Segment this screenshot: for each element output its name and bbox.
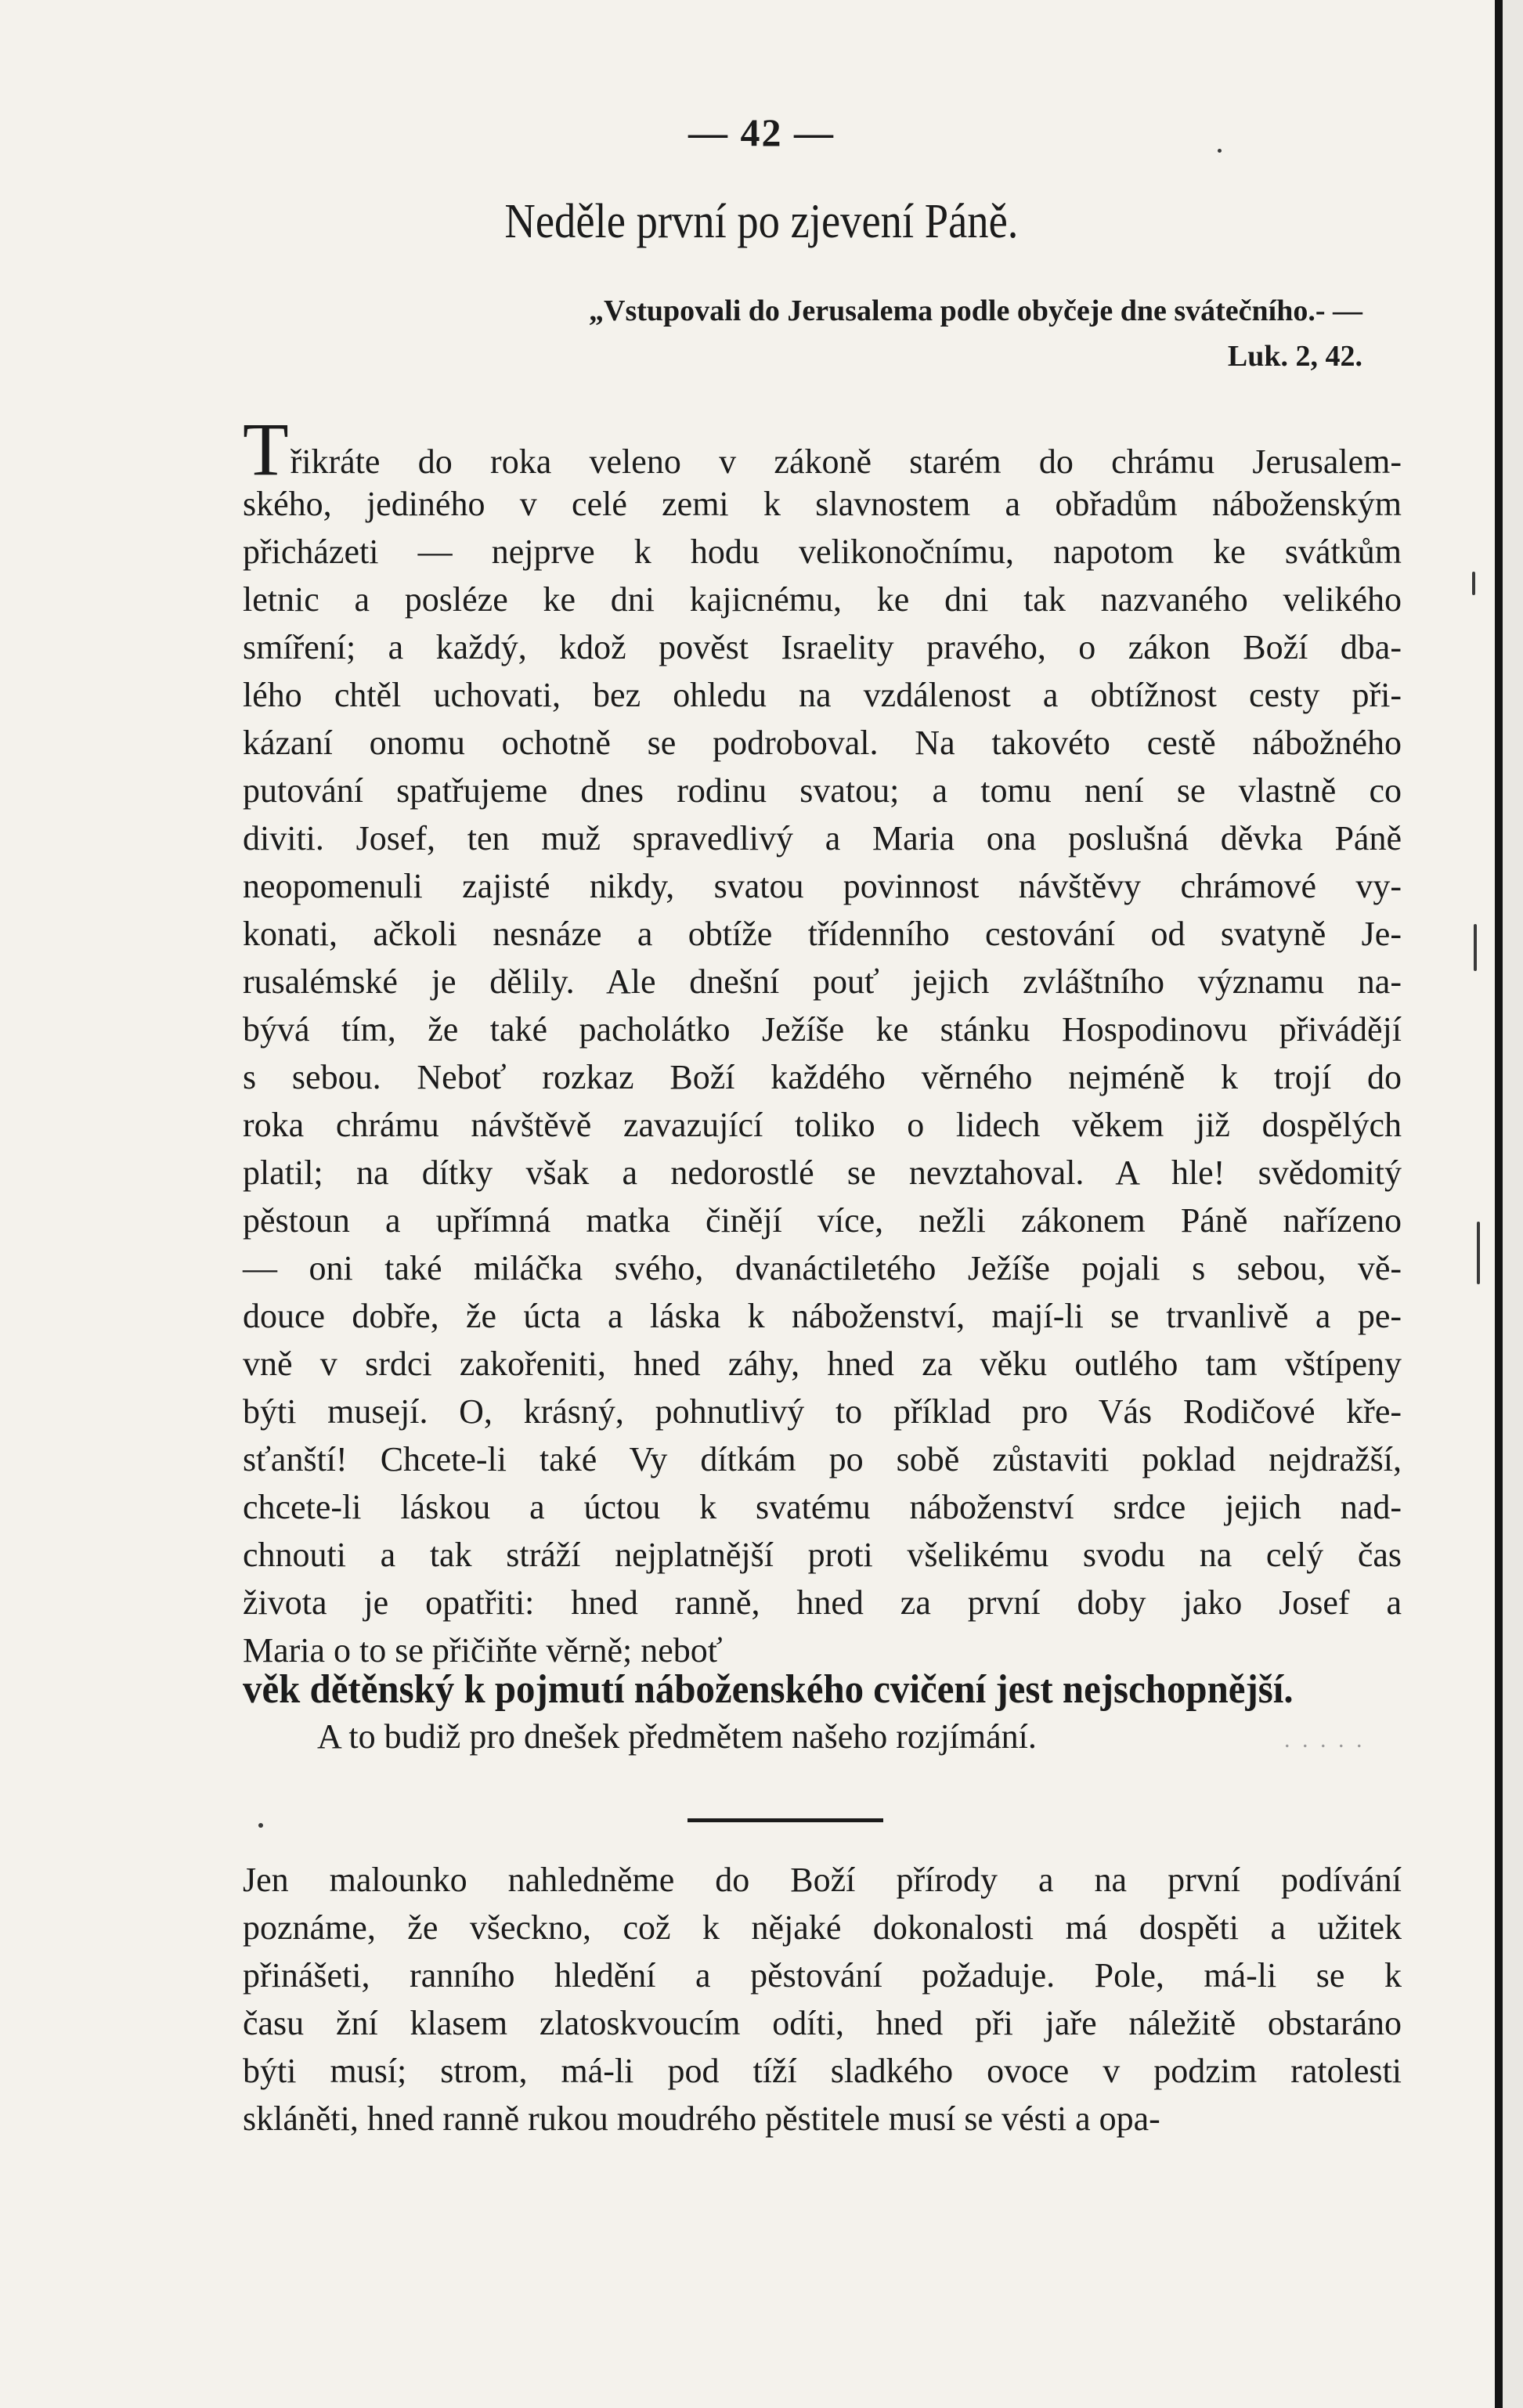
drop-cap: T (243, 407, 289, 491)
text-line: přinášeti, ranního hledění a pěstování požaduje. Pole, má-li se k (243, 1956, 1402, 1995)
paper-speck (258, 1823, 263, 1828)
text-line: konati, ačkoli nesnáze a obtíže třídenního cestování od svatyně Je- (243, 915, 1402, 953)
text-line: s sebou. Neboť rozkaz Boží každého věrného nejméně k trojí do (243, 1058, 1402, 1096)
text-line: putování spatřujeme dnes rodinu svatou; a tomu není se vlastně co (243, 771, 1402, 810)
text-line: skláněti, hned ranně rukou moudrého pěstitele musí se vésti a opa- (243, 2099, 1160, 2138)
text-line: času žní klasem zlatoskvoucím odíti, hned při jaře náležitě obstaráno (243, 2004, 1402, 2042)
text-line: chnouti a tak stráží nejplatnější proti všelikému svodu na celý čas (243, 1536, 1402, 1574)
text-line: Maria o to se přičiňte věrně; neboť (243, 1631, 723, 1670)
text-line: neopomenuli zajisté nikdy, svatou povinnost návštěvy chrámové vy- (243, 867, 1402, 905)
text-line: chcete-li láskou a úctou k svatému náboženství srdce jejich nad- (243, 1488, 1402, 1526)
emphasis-line: věk dětěnský k pojmutí náboženského cvičení jest nejschopnější. (243, 1667, 1294, 1712)
page-title: Neděle první po zjevení Páně. (504, 195, 1019, 248)
text-line: — oni také miláčka svého, dvanáctiletého Ježíše pojali s sebou, vě- (243, 1249, 1402, 1287)
page-number: — 42 — (688, 110, 835, 154)
paper-speck (1477, 1222, 1480, 1284)
text-line: bývá tím, že také pacholátko Ježíše ke stánku Hospodinovu přivádějí (243, 1010, 1402, 1049)
text-line: rusalémské je dělily. Ale dnešní pouť jejich zvláštního významu na- (243, 962, 1402, 1001)
paper-speck (1472, 572, 1475, 595)
text-line: vně v srdci zakořeniti, hned záhy, hned za věku outlého tam vštípeny (243, 1345, 1402, 1383)
text-line: letnic a posléze ke dni kajicnému, ke dni tak nazvaného velikého (243, 580, 1402, 619)
epigraph-reference: Luk. 2, 42. (1227, 340, 1362, 373)
text-line: douce dobře, že úcta a láska k náboženství, mají-li se trvanlivě a pe- (243, 1297, 1402, 1335)
page-margin-right (1503, 0, 1523, 2408)
text-line: ského, jediného v celé zemi k slavnostem a obřadům náboženským (243, 485, 1402, 523)
text-line: pěstoun a upřímná matka činějí více, nežli zákonem Páně nařízeno (243, 1201, 1402, 1240)
paragraph-1 (243, 407, 1402, 1674)
text-line: lého chtěl uchovati, bez ohledu na vzdálenost a obtížnost cesty při- (243, 676, 1402, 714)
text-line: poznáme, že všeckno, což k nějaké dokonalosti má dospěti a užitek (243, 1908, 1402, 1947)
text-line: platil; na dítky však a nedorostlé se nevztahoval. A hle! svědomitý (243, 1153, 1402, 1192)
text-line: Třikráte do roka veleno v zákoně starém do chrámu Jerusalem- (243, 407, 1402, 491)
text-line: sťanští! Chcete-li také Vy dítkám po sobě zůstaviti poklad nejdražší, (243, 1440, 1402, 1478)
text-line: Jen malounko nahledněme do Boží přírody a na první podívání (243, 1861, 1402, 1899)
text-line: diviti. Josef, ten muž spravedlivý a Maria ona poslušná děvka Páně (243, 819, 1402, 857)
paper-speck (1474, 924, 1477, 971)
closing-sentence: A to budiž pro dnešek předmětem našeho rozjímání. (317, 1717, 1037, 1756)
text-line: roka chrámu návštěvě zavazující toliko o lidech věkem již dospělých (243, 1106, 1402, 1144)
paragraph-2 (243, 1856, 1402, 2143)
text-line: smíření; a každý, kdož pověst Israelity pravého, o zákon Boží dba- (243, 628, 1402, 666)
text-line: býti musí; strom, má-li pod tíží sladkého ovoce v podzim ratolesti (243, 2052, 1402, 2090)
text-line: kázaní onomu ochotně se podroboval. Na takovéto cestě nábožného (243, 724, 1402, 762)
text-line: přicházeti — nejprve k hodu velikonočnímu, napotom ke svátkům (243, 533, 1402, 571)
section-divider (688, 1818, 883, 1822)
text-line: býti musejí. O, krásný, pohnutlivý to příklad pro Vás Rodičové kře- (243, 1392, 1402, 1431)
epigraph-quote: „Vstupovali do Jerusalema podle obyčeje dne svátečního.- — (589, 294, 1362, 327)
epigraph (415, 288, 1362, 379)
closing-dots: . . . . . (1284, 1727, 1366, 1753)
page-binding-edge (1495, 0, 1503, 2408)
text-line: života je opatřiti: hned ranně, hned za první doby jako Josef a (243, 1583, 1402, 1622)
